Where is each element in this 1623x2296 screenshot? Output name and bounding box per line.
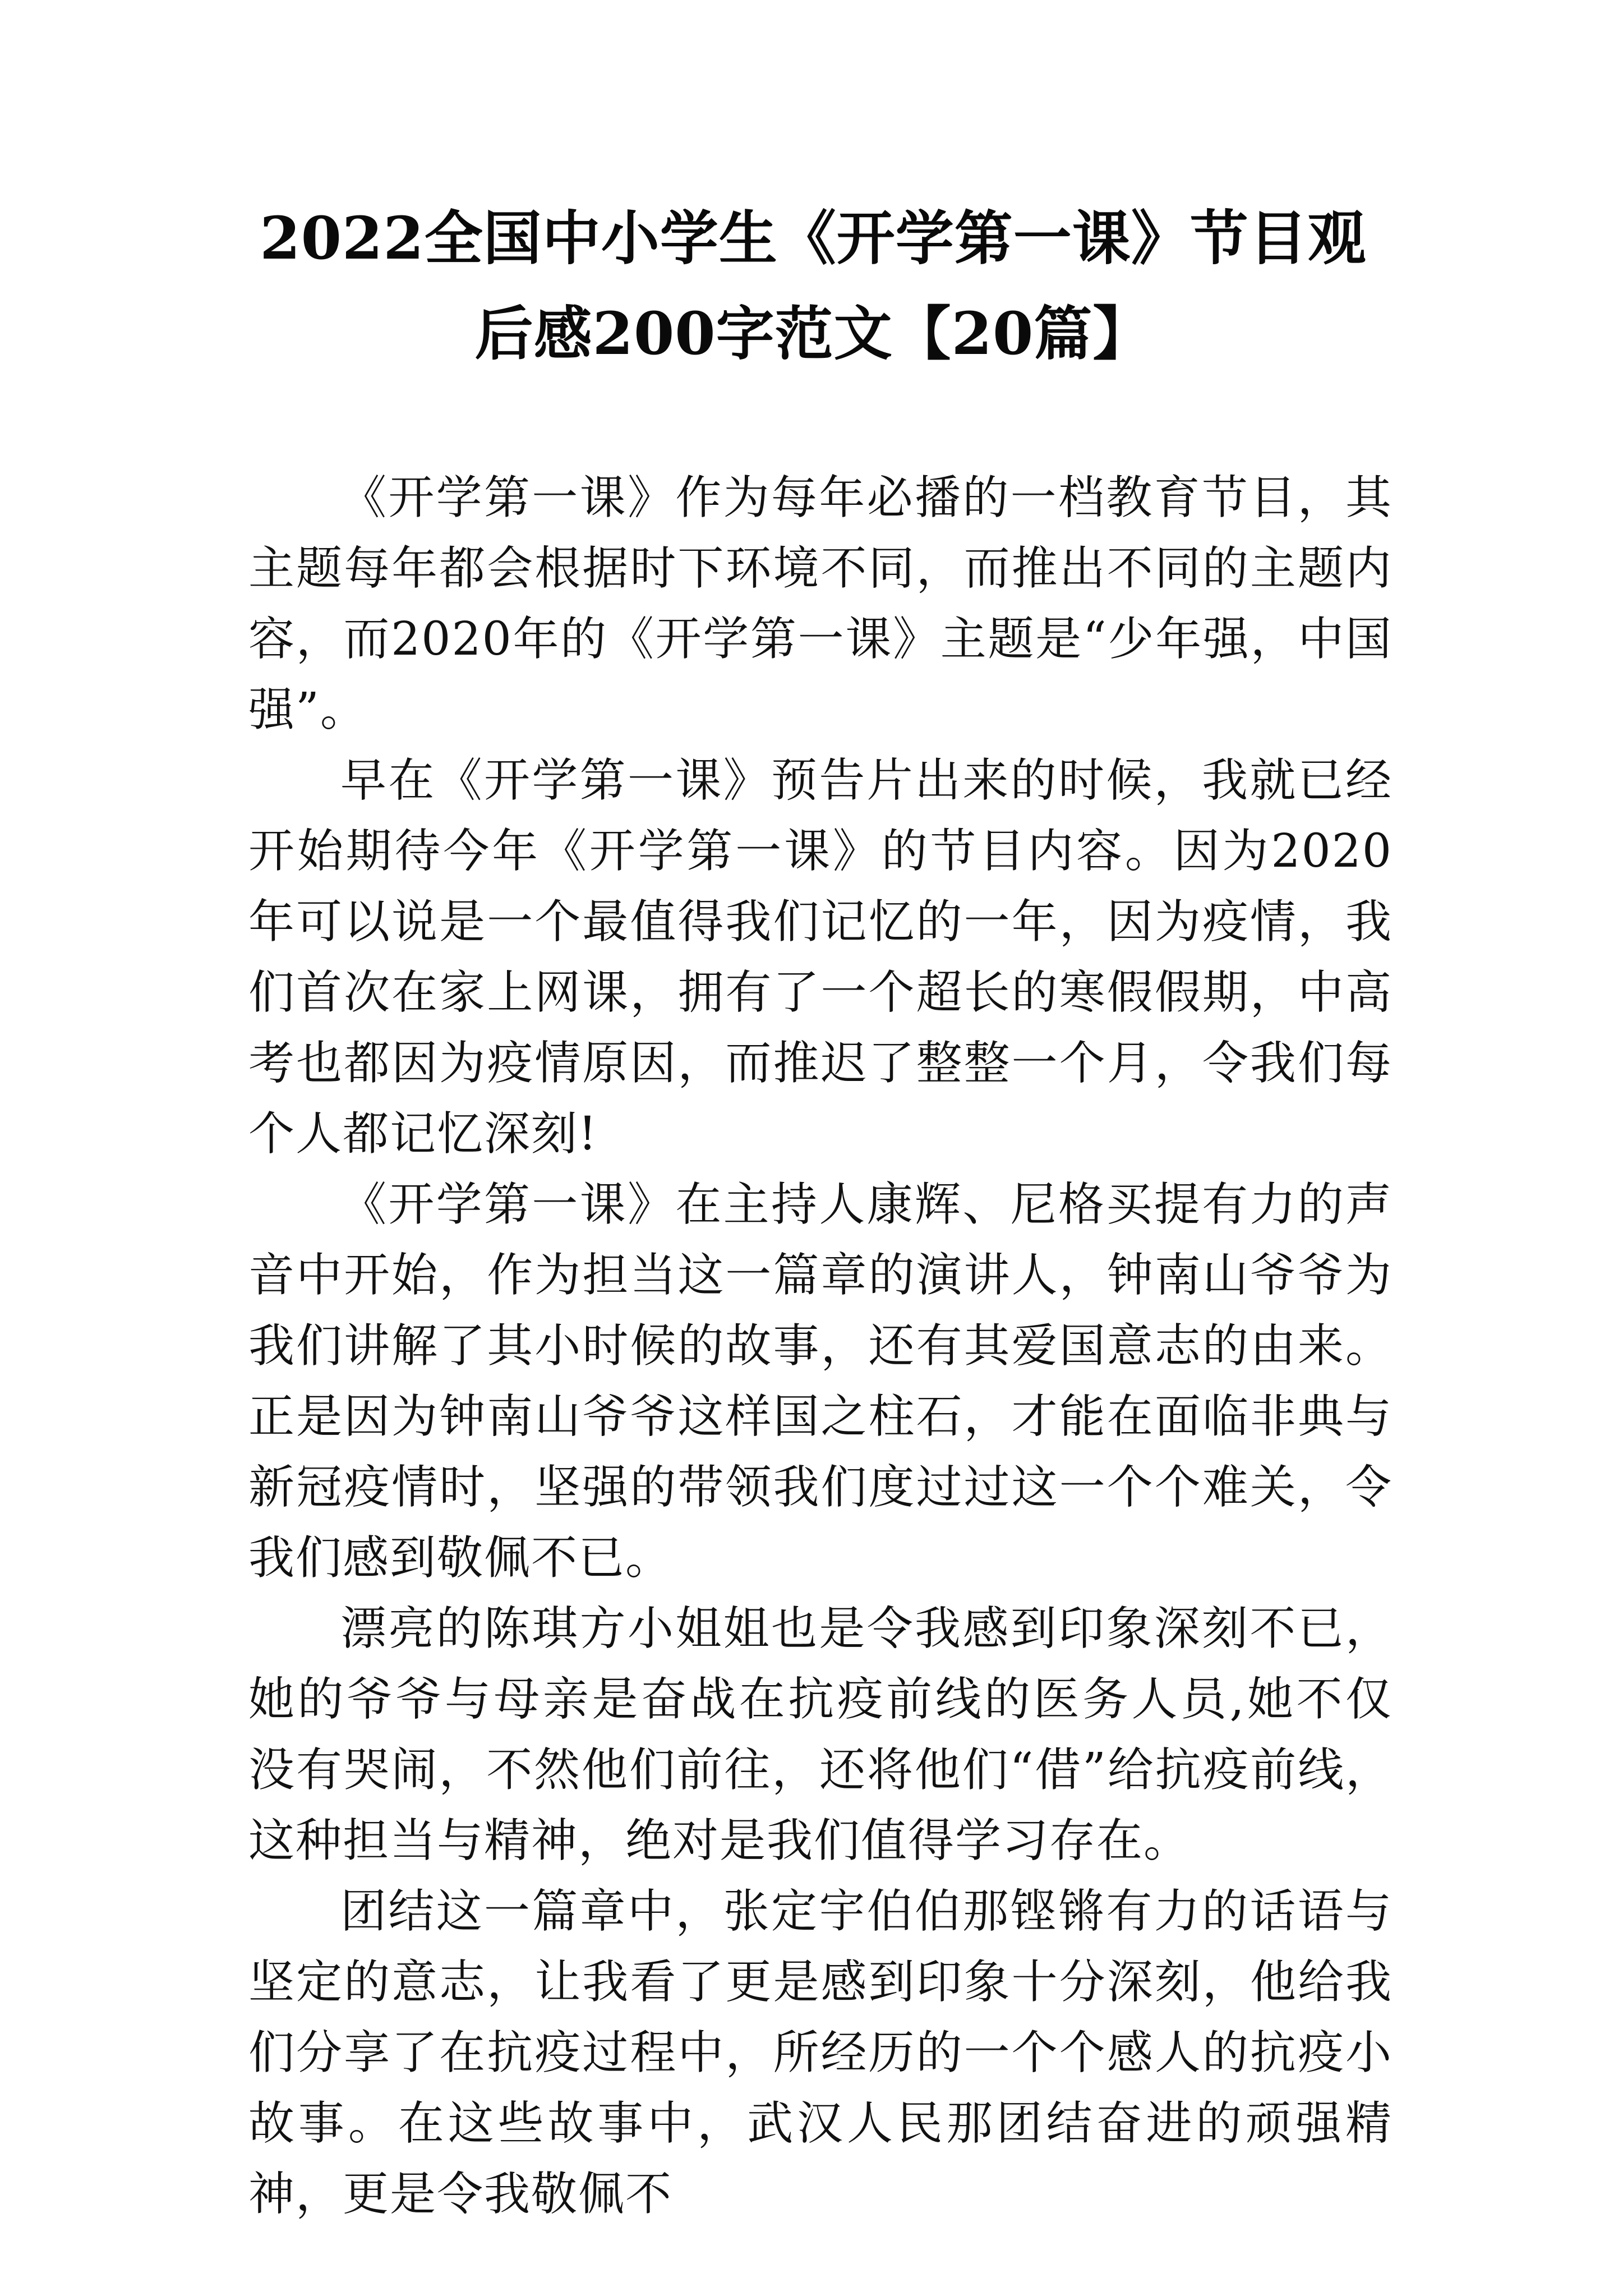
paragraph: 漂亮的陈琪方小姐姐也是令我感到印象深刻不已，她的爷爷与母亲是奋战在抗疫前线的医务人员,她不仅没有哭闹，不然他们前往，还将他们“借”给抗疫前线，这种担当与精神，绝对是我们值得学习存在。	[248, 1602, 1393, 1867]
document-title: 2022全国中小学生《开学第一课》节目观后感200字范文【20篇】	[260, 204, 1367, 368]
paragraph: 早在《开学第一课》预告片出来的时候，我就已经开始期待今年《开学第一课》的节目内容。因为2020年可以说是一个最值得我们记忆的一年，因为疫情，我们首次在家上网课，拥有了一个超长的寒假假期，中高考也都因为疫情原因，而推迟了整整一个月，令我们每个人都记忆深刻!	[248, 754, 1393, 1161]
paragraph: 团结这一篇章中，张定宇伯伯那铿锵有力的话语与坚定的意志，让我看了更是感到印象十分深刻，他给我们分享了在抗疫过程中，所经历的一个个感人的抗疫小故事。在这些故事中，武汉人民那团结奋进的顽强精神，更是令我敬佩不	[248, 1885, 1393, 2221]
paragraph: 《开学第一课》作为每年必播的一档教育节目，其主题每年都会根据时下环境不同，而推出不同的主题内容，而2020年的《开学第一课》主题是“少年强，中国强”。	[248, 471, 1393, 737]
paragraph: 《开学第一课》在主持人康辉、尼格买提有力的声音中开始，作为担当这一篇章的演讲人，钟南山爷爷为我们讲解了其小时候的故事，还有其爱国意志的由来。正是因为钟南山爷爷这样国之柱石，才能在面临非典与新冠疫情时，坚强的带领我们度过过这一个个难关，令我们感到敬佩不已。	[248, 1178, 1393, 1585]
document-body	[248, 463, 1393, 2230]
